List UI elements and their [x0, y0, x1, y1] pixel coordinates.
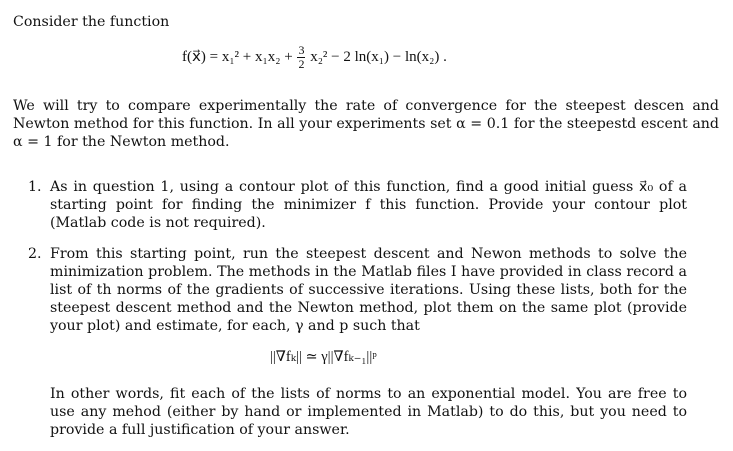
- list-item-text: As in question 1, using a contour plot of this function, find a good initial guess x⃗₀ of a starting point for finding the minimizer f this function. Provide your contour plot (Matlab code is not required).: [50, 179, 687, 231]
- gradient-norm-equation: ||∇fₖ|| ≃ γ||∇fₖ₋₁||ᵖ: [270, 349, 377, 365]
- intro-text: Consider the function: [13, 14, 170, 30]
- list-item: [28, 178, 687, 232]
- equation-rhs: x₂² − 2 ln(x₁) − ln(x₂) .: [310, 48, 447, 65]
- list-item-number: 1.: [28, 179, 42, 195]
- closing-paragraph: In other words, fit each of the lists of norms to an exponential model. You are free to use any mehod (either by hand or implemented in Matlab) to do this, but you need to provide a full justification of your answer.: [50, 386, 687, 438]
- list-item-text: From this starting point, run the steepest descent and Newon methods to solve the minimization problem. The methods in the Matlab files I have provided in class record a list of th norms of the gradients of successive iterations. Using these lists, both for the steepest descent method and the Newton method, plot them on the same plot (provide your plot) and estimate, for each, γ and p such that: [50, 246, 687, 334]
- list-item: [28, 245, 687, 335]
- list-item-number: 2.: [28, 246, 42, 262]
- fraction-three-halves: [297, 44, 305, 71]
- description-paragraph: We will try to compare experimentally the rate of convergence for the steepest descen and Newton method for this function. In all your experiments set α = 0.1 for the steepestd escent and α = 1 for the Newton method.: [13, 98, 719, 150]
- fraction-numerator: 3: [298, 43, 305, 57]
- fraction-denominator: 2: [298, 57, 305, 71]
- function-equation: [182, 44, 447, 71]
- equation-lhs: f(x⃗) = x₁² + x₁x₂ +: [182, 48, 293, 65]
